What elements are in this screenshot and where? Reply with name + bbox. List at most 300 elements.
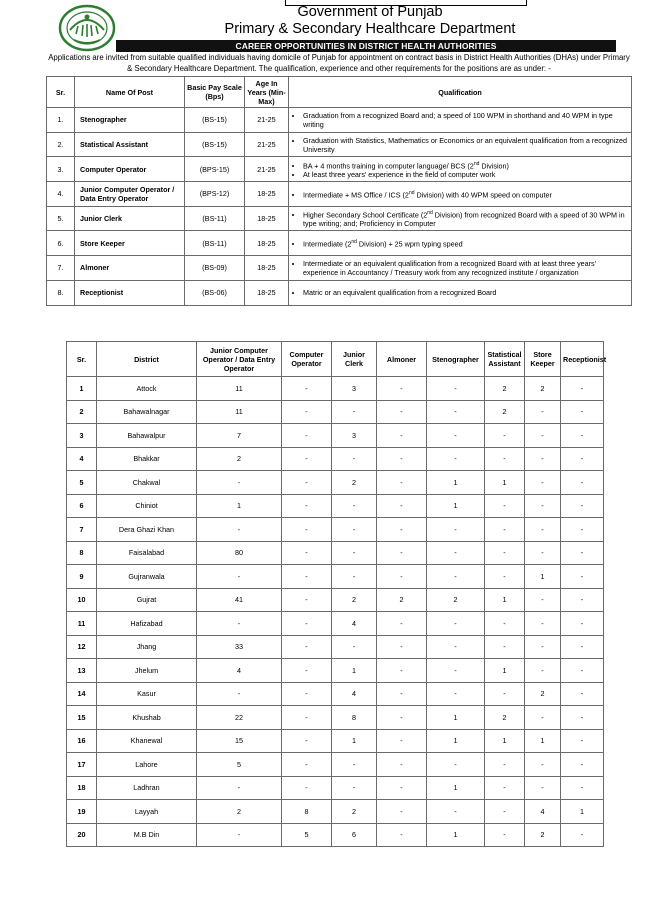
vacancy-cell-stenographer: - [427,565,485,589]
district-sr: 10 [67,588,97,612]
vacancy-cell-junior-computer-operator: 15 [197,729,282,753]
district-sr: 16 [67,729,97,753]
vacancy-cell-junior-computer-operator: 7 [197,424,282,448]
district-name: Khanewal [97,729,197,753]
vacancy-cell-junior-computer-operator: 33 [197,635,282,659]
post-age: 21-25 [245,132,289,157]
district-row [67,518,604,542]
vacancy-cell-store-keeper: - [525,635,561,659]
post-bps: (BPS-15) [185,157,245,182]
district-row [67,400,604,424]
vacancy-cell-almoner: - [377,541,427,565]
vacancy-cell-stenographer: - [427,682,485,706]
header-district: District [97,342,197,377]
district-sr: 14 [67,682,97,706]
vacancy-cell-receptionist: - [561,776,604,800]
vacancy-cell-stenographer: 1 [427,494,485,518]
vacancy-cell-receptionist: - [561,659,604,683]
post-sr: 4. [47,182,75,207]
vacancy-cell-stenographer: - [427,753,485,777]
vacancy-cell-receptionist: - [561,494,604,518]
vacancy-cell-computer-operator: - [282,541,332,565]
vacancy-cell-store-keeper: - [525,753,561,777]
vacancy-cell-receptionist: - [561,518,604,542]
vacancy-cell-statistical-assistant: - [485,635,525,659]
post-qualification [289,256,632,281]
vacancy-cell-computer-operator: - [282,518,332,542]
post-age: 18-25 [245,206,289,231]
vacancy-cell-junior-clerk: - [332,541,377,565]
header-qualification: Qualification [289,77,632,108]
vacancy-cell-stenographer: - [427,400,485,424]
vacancy-cell-receptionist: - [561,400,604,424]
post-name: Almoner [75,256,185,281]
vacancy-cell-junior-computer-operator: - [197,682,282,706]
post-row [47,206,632,231]
post-bps: (BS-09) [185,256,245,281]
qualification-item: • Intermediate (2nd Division) + 25 wpm typing speed [303,238,629,248]
qualification-item: • Matric or an equivalent qualification from a recognized Board [303,288,629,297]
vacancy-cell-stenographer: - [427,424,485,448]
district-name: Hafizabad [97,612,197,636]
vacancy-cell-statistical-assistant: 2 [485,400,525,424]
district-name: Jhang [97,635,197,659]
post-age: 18-25 [245,256,289,281]
vacancy-cell-store-keeper: 4 [525,800,561,824]
vacancy-cell-almoner: - [377,682,427,706]
district-row [67,612,604,636]
post-sr: 5. [47,206,75,231]
vacancy-cell-junior-clerk: - [332,494,377,518]
vacancy-cell-receptionist: - [561,635,604,659]
vacancy-cell-junior-clerk: 8 [332,706,377,730]
vacancy-cell-junior-clerk: 1 [332,659,377,683]
vacancy-cell-junior-clerk: - [332,753,377,777]
posts-header-row [47,77,632,108]
vacancy-cell-computer-operator: - [282,706,332,730]
post-name: Statistical Assistant [75,132,185,157]
vacancy-cell-receptionist: - [561,612,604,636]
vacancy-cell-junior-computer-operator: - [197,518,282,542]
district-sr: 11 [67,612,97,636]
vacancy-cell-receptionist: - [561,729,604,753]
vacancy-cell-receptionist: - [561,588,604,612]
qualification-list [291,136,629,154]
district-row [67,729,604,753]
vacancy-cell-junior-clerk: 2 [332,800,377,824]
vacancy-cell-junior-computer-operator: - [197,823,282,847]
vacancy-cell-stenographer: - [427,541,485,565]
district-table [66,341,607,847]
vacancy-cell-almoner: - [377,377,427,401]
intro-paragraph: Applications are invited from suitable qualified individuals having domicile of Punjab for appointment on contract basis in District Health Authorities (DHAs) under Primary & Secondary Healthcare Department. The qualification, experience and other requirements for the positions are as under: - [48,53,630,73]
vacancy-cell-junior-computer-operator: - [197,471,282,495]
vacancy-cell-store-keeper: - [525,518,561,542]
department-title: Primary & Secondary Healthcare Department [224,21,516,37]
vacancy-cell-junior-clerk: - [332,447,377,471]
post-sr: 8. [47,280,75,305]
district-row [67,588,604,612]
vacancy-cell-receptionist: 1 [561,800,604,824]
district-name: Bahawalpur [97,424,197,448]
vacancy-cell-computer-operator: - [282,776,332,800]
district-sr: 20 [67,823,97,847]
vacancy-cell-almoner: - [377,706,427,730]
post-name: Junior Computer Operator / Data Entry Operator [75,182,185,207]
header-age: Age In Years (Min-Max) [245,77,289,108]
vacancy-cell-computer-operator: - [282,565,332,589]
vacancy-cell-store-keeper: - [525,541,561,565]
vacancy-cell-receptionist: - [561,447,604,471]
post-age: 18-25 [245,231,289,256]
vacancy-cell-stenographer: - [427,612,485,636]
vacancy-cell-statistical-assistant: - [485,494,525,518]
vacancy-cell-almoner: - [377,518,427,542]
header-junior-clerk: Junior Clerk [332,342,377,377]
district-row [67,377,604,401]
vacancy-cell-store-keeper: 1 [525,565,561,589]
vacancy-cell-almoner: - [377,800,427,824]
district-name: M.B Din [97,823,197,847]
post-age: 18-25 [245,182,289,207]
district-name: Jhelum [97,659,197,683]
district-row [67,494,604,518]
vacancy-cell-stenographer: 1 [427,776,485,800]
vacancy-cell-almoner: - [377,447,427,471]
vacancy-cell-junior-computer-operator: 11 [197,400,282,424]
vacancy-cell-receptionist: - [561,541,604,565]
vacancy-cell-computer-operator: 5 [282,823,332,847]
vacancy-cell-receptionist: - [561,682,604,706]
vacancy-cell-junior-clerk: - [332,400,377,424]
vacancy-cell-junior-computer-operator: 41 [197,588,282,612]
vacancy-cell-junior-clerk: 3 [332,424,377,448]
district-sr: 4 [67,447,97,471]
vacancy-cell-receptionist: - [561,471,604,495]
vacancy-cell-computer-operator: - [282,494,332,518]
vacancy-cell-stenographer: - [427,447,485,471]
post-name: Computer Operator [75,157,185,182]
district-row [67,471,604,495]
header-statistical-assistant: Statistical Assistant [485,342,525,377]
district-name: Gujrat [97,588,197,612]
government-title: Government of Punjab [297,4,443,20]
post-row [47,280,632,305]
vacancy-cell-computer-operator: - [282,729,332,753]
vacancy-cell-receptionist: - [561,424,604,448]
vacancy-cell-almoner: 2 [377,588,427,612]
vacancy-cell-statistical-assistant: - [485,565,525,589]
district-row [67,682,604,706]
district-name: Dera Ghazi Khan [97,518,197,542]
qualification-list [291,160,629,179]
vacancy-cell-computer-operator: - [282,659,332,683]
vacancy-cell-store-keeper: - [525,494,561,518]
district-row [67,659,604,683]
vacancy-cell-junior-computer-operator: 1 [197,494,282,518]
vacancy-cell-junior-clerk: - [332,776,377,800]
vacancy-cell-computer-operator: - [282,612,332,636]
vacancy-cell-junior-clerk: 4 [332,612,377,636]
vacancy-cell-junior-clerk: - [332,565,377,589]
vacancy-cell-junior-clerk: - [332,518,377,542]
qualification-list [291,238,629,248]
district-name: Lahore [97,753,197,777]
post-name: Receptionist [75,280,185,305]
vacancy-cell-store-keeper: 2 [525,377,561,401]
vacancy-cell-stenographer: 1 [427,471,485,495]
post-age: 21-25 [245,108,289,133]
vacancy-cell-stenographer: 2 [427,588,485,612]
vacancy-cell-computer-operator: - [282,424,332,448]
vacancy-cell-statistical-assistant: - [485,424,525,448]
district-row [67,424,604,448]
district-row [67,565,604,589]
vacancy-cell-store-keeper: - [525,612,561,636]
vacancy-cell-junior-computer-operator: 80 [197,541,282,565]
vacancy-cell-statistical-assistant: 1 [485,659,525,683]
qualification-item: • Graduation from a recognized Board and; a speed of 100 WPM in shorthand and 40 WPM in type writing [303,111,629,129]
vacancy-cell-junior-computer-operator: - [197,776,282,800]
post-sr: 7. [47,256,75,281]
district-name: Chakwal [97,471,197,495]
vacancy-cell-statistical-assistant: - [485,800,525,824]
district-sr: 7 [67,518,97,542]
post-age: 18-25 [245,280,289,305]
district-sr: 19 [67,800,97,824]
header-bps: Basic Pay Scale (Bps) [185,77,245,108]
header-computer-operator: Computer Operator [282,342,332,377]
district-name: Kasur [97,682,197,706]
post-bps: (BPS-12) [185,182,245,207]
header-store-keeper: Store Keeper [525,342,561,377]
district-row [67,823,604,847]
vacancy-cell-stenographer: 1 [427,729,485,753]
punjab-emblem-icon [58,4,116,52]
vacancy-cell-computer-operator: - [282,377,332,401]
district-name: Khushab [97,706,197,730]
qualification-list [291,259,629,277]
district-row [67,753,604,777]
vacancy-cell-statistical-assistant: - [485,682,525,706]
post-row [47,108,632,133]
district-sr: 6 [67,494,97,518]
qualification-list [291,111,629,129]
vacancy-cell-stenographer: - [427,518,485,542]
vacancy-cell-computer-operator: - [282,753,332,777]
post-name: Stenographer [75,108,185,133]
vacancy-cell-junior-computer-operator: 2 [197,447,282,471]
post-row [47,182,632,207]
vacancy-cell-statistical-assistant: 1 [485,588,525,612]
district-row [67,447,604,471]
qualification-list [291,209,629,228]
post-row [47,132,632,157]
post-qualification [289,280,632,305]
vacancy-cell-computer-operator: 8 [282,800,332,824]
vacancy-cell-statistical-assistant: 2 [485,377,525,401]
district-sr: 8 [67,541,97,565]
vacancy-cell-computer-operator: - [282,682,332,706]
header-stenographer: Stenographer [427,342,485,377]
vacancy-cell-statistical-assistant: - [485,612,525,636]
district-name: Attock [97,377,197,401]
vacancy-cell-store-keeper: - [525,447,561,471]
vacancy-cell-store-keeper: - [525,471,561,495]
vacancy-cell-computer-operator: - [282,635,332,659]
vacancy-cell-stenographer: 1 [427,706,485,730]
district-sr: 1 [67,377,97,401]
vacancy-cell-receptionist: - [561,377,604,401]
vacancy-cell-receptionist: - [561,753,604,777]
qualification-list [291,288,629,297]
district-sr: 5 [67,471,97,495]
post-qualification [289,182,632,207]
district-sr: 17 [67,753,97,777]
header-receptionist: Receptionist [561,342,604,377]
district-sr: 18 [67,776,97,800]
vacancy-cell-stenographer: - [427,377,485,401]
vacancy-cell-almoner: - [377,635,427,659]
vacancy-cell-statistical-assistant: 1 [485,729,525,753]
post-bps: (BS-15) [185,108,245,133]
post-qualification [289,231,632,256]
vacancy-cell-junior-computer-operator: - [197,612,282,636]
district-sr: 13 [67,659,97,683]
vacancy-cell-computer-operator: - [282,400,332,424]
post-row [47,231,632,256]
vacancy-cell-junior-computer-operator: 22 [197,706,282,730]
vacancy-cell-almoner: - [377,659,427,683]
vacancy-cell-statistical-assistant: - [485,823,525,847]
vacancy-cell-store-keeper: 1 [525,729,561,753]
qualification-list [291,189,629,199]
district-row [67,706,604,730]
vacancy-cell-store-keeper: - [525,659,561,683]
vacancy-cell-junior-computer-operator: - [197,565,282,589]
vacancy-cell-store-keeper: - [525,706,561,730]
post-row [47,256,632,281]
qualification-item: • Higher Secondary School Certificate (2nd Division) from recognized Board with a speed of 30 WPM in type writing; and; Proficiency in Computer [303,209,629,228]
vacancy-cell-statistical-assistant: - [485,518,525,542]
vacancy-cell-junior-clerk: 2 [332,588,377,612]
vacancy-cell-almoner: - [377,400,427,424]
vacancy-cell-statistical-assistant: - [485,776,525,800]
vacancy-cell-almoner: - [377,612,427,636]
vacancy-cell-statistical-assistant: 2 [485,706,525,730]
vacancy-cell-store-keeper: - [525,776,561,800]
post-row [47,157,632,182]
vacancy-cell-stenographer: - [427,659,485,683]
vacancy-cell-store-keeper: - [525,400,561,424]
vacancy-cell-junior-computer-operator: 4 [197,659,282,683]
district-name: Chiniot [97,494,197,518]
vacancy-cell-computer-operator: - [282,588,332,612]
vacancy-cell-stenographer: 1 [427,823,485,847]
vacancy-cell-store-keeper: 2 [525,823,561,847]
district-name: Faisalabad [97,541,197,565]
district-name: Bhakkar [97,447,197,471]
vacancy-cell-statistical-assistant: 1 [485,471,525,495]
posts-table [46,76,632,306]
district-name: Bahawalnagar [97,400,197,424]
vacancy-cell-junior-computer-operator: 5 [197,753,282,777]
post-qualification [289,206,632,231]
district-sr: 2 [67,400,97,424]
vacancy-cell-stenographer: - [427,635,485,659]
vacancy-cell-junior-clerk: 6 [332,823,377,847]
vacancy-cell-store-keeper: - [525,424,561,448]
vacancy-cell-computer-operator: - [282,471,332,495]
vacancy-cell-junior-clerk: 1 [332,729,377,753]
header-sr: Sr. [47,77,75,108]
vacancy-cell-junior-clerk: - [332,635,377,659]
post-sr: 3. [47,157,75,182]
vacancy-cell-receptionist: - [561,823,604,847]
post-sr: 1. [47,108,75,133]
vacancy-cell-receptionist: - [561,565,604,589]
qualification-item: • At least three years' experience in the field of computer work [303,170,629,179]
post-sr: 6. [47,231,75,256]
district-row [67,635,604,659]
vacancy-cell-store-keeper: - [525,588,561,612]
vacancy-cell-junior-clerk: 4 [332,682,377,706]
district-row [67,800,604,824]
post-qualification [289,108,632,133]
district-sr: 15 [67,706,97,730]
vacancy-cell-stenographer: - [427,800,485,824]
vacancy-cell-almoner: - [377,776,427,800]
qualification-item: • BA + 4 months training in computer language/ BCS (2nd Division) [303,160,629,170]
district-row [67,776,604,800]
post-bps: (BS-06) [185,280,245,305]
post-sr: 2. [47,132,75,157]
vacancy-cell-almoner: - [377,823,427,847]
vacancy-cell-receptionist: - [561,706,604,730]
post-qualification [289,157,632,182]
post-name: Store Keeper [75,231,185,256]
vacancy-cell-computer-operator: - [282,447,332,471]
vacancy-cell-junior-computer-operator: 11 [197,377,282,401]
district-header-row [67,342,604,377]
post-bps: (BS-15) [185,132,245,157]
post-qualification [289,132,632,157]
vacancy-cell-statistical-assistant: - [485,541,525,565]
vacancy-cell-statistical-assistant: - [485,447,525,471]
district-sr: 9 [67,565,97,589]
district-name: Gujranwala [97,565,197,589]
vacancy-cell-almoner: - [377,565,427,589]
vacancy-cell-junior-computer-operator: 2 [197,800,282,824]
post-age: 21-25 [245,157,289,182]
header-sr: Sr. [67,342,97,377]
career-banner: CAREER OPPORTUNITIES IN DISTRICT HEALTH AUTHORITIES [116,40,616,52]
district-row [67,541,604,565]
vacancy-cell-junior-clerk: 2 [332,471,377,495]
qualification-item: • Intermediate or an equivalent qualification from a recognized Board with at least three years' experience in Accountancy / Treasury work from any recognized institute / organization [303,259,629,277]
vacancy-cell-almoner: - [377,729,427,753]
vacancy-cell-statistical-assistant: - [485,753,525,777]
vacancy-cell-almoner: - [377,471,427,495]
header-post: Name Of Post [75,77,185,108]
district-name: Layyah [97,800,197,824]
header-almoner: Almoner [377,342,427,377]
vacancy-cell-almoner: - [377,494,427,518]
post-bps: (BS-11) [185,231,245,256]
header-junior-computer-operator: Junior Computer Operator / Data Entry Operator [197,342,282,377]
qualification-item: • Graduation with Statistics, Mathematics or Economics or an equivalent qualification from a recognized University [303,136,629,154]
vacancy-cell-junior-clerk: 3 [332,377,377,401]
